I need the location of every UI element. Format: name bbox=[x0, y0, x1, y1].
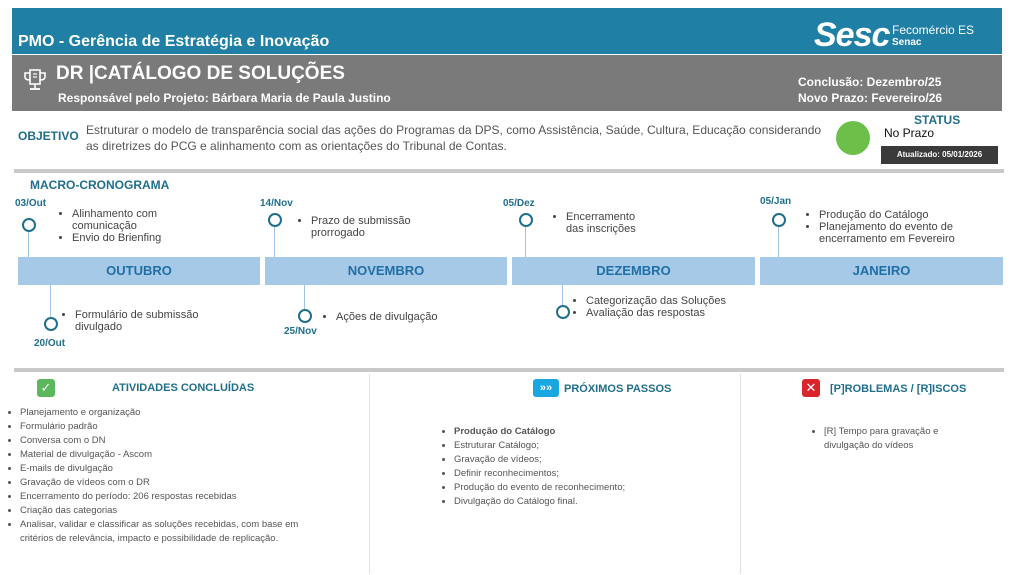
event-items bbox=[324, 311, 464, 323]
timeline-connector bbox=[304, 285, 305, 309]
next-title: PRÓXIMOS PASSOS bbox=[564, 383, 672, 395]
updated-badge: Atualizado: 05/01/2026 bbox=[881, 146, 998, 164]
risks-title: [P]ROBLEMAS / [R]ISCOS bbox=[830, 383, 967, 395]
month-bar-novembro: NOVEMBRO bbox=[265, 257, 507, 285]
list-item: • Formulário padrão bbox=[20, 420, 308, 434]
project-new-deadline: Novo Prazo: Fevereiro/26 bbox=[798, 91, 943, 105]
status-label: STATUS bbox=[914, 113, 961, 127]
list-item: • E-mails de divulgação bbox=[20, 462, 308, 476]
event-item: • Encerramento das inscrições bbox=[566, 211, 654, 235]
column-separator bbox=[369, 374, 370, 574]
column-separator bbox=[740, 374, 741, 574]
event-items bbox=[554, 211, 654, 235]
event-date: 05/Dez bbox=[503, 198, 535, 209]
event-item: • Avaliação das respostas bbox=[586, 307, 734, 319]
timeline-connector bbox=[778, 227, 779, 257]
timeline-connector bbox=[274, 227, 275, 257]
project-conclusion: Conclusão: Dezembro/25 bbox=[798, 75, 942, 89]
objective-label: OBJETIVO bbox=[18, 129, 79, 143]
month-bar-dezembro: DEZEMBRO bbox=[512, 257, 755, 285]
timeline-connector bbox=[50, 285, 51, 317]
double-chevron-icon: »» bbox=[533, 379, 559, 397]
list-item: • Encerramento do período: 206 respostas recebidas bbox=[20, 490, 308, 504]
month-bar-janeiro: JANEIRO bbox=[760, 257, 1003, 285]
event-date: 25/Nov bbox=[284, 326, 317, 337]
timeline-connector bbox=[562, 285, 563, 305]
list-item: • Gravação de vídeos; bbox=[454, 453, 732, 467]
milestone-marker bbox=[772, 213, 786, 227]
list-item: • [R] Tempo para gravação e divulgação do vídeos bbox=[824, 425, 982, 453]
event-item: • Envio do Brienfing bbox=[72, 232, 220, 244]
month-bar-outubro: OUTUBRO bbox=[18, 257, 260, 285]
milestone-marker bbox=[268, 213, 282, 227]
event-item: • Alinhamento com comunicação bbox=[72, 208, 220, 232]
timeline-connector bbox=[525, 227, 526, 257]
section-divider bbox=[14, 368, 1004, 372]
x-icon: ✕ bbox=[802, 379, 820, 397]
milestone-marker bbox=[519, 213, 533, 227]
sesc-logo: Sesc bbox=[814, 16, 890, 54]
timeline-connector bbox=[28, 232, 29, 257]
pmo-title: PMO - Gerência de Estratégia e Inovação bbox=[18, 33, 330, 50]
milestone-marker bbox=[44, 317, 58, 331]
list-item: • Produção do Catálogo bbox=[454, 425, 732, 439]
event-items bbox=[574, 295, 734, 319]
milestone-marker bbox=[556, 305, 570, 319]
risks-list bbox=[812, 425, 982, 453]
objective-text: Estruturar o modelo de transparência social das ações do Programas da DPS, como Assistência, Saúde, Cultura, Educação considerando as diretrizes do PCG e alinhamento com as orientações do Tribunal de Contas. bbox=[86, 123, 822, 153]
list-item: • Planejamento e organização bbox=[20, 406, 308, 420]
event-items bbox=[63, 309, 213, 333]
list-item: • Conversa com o DN bbox=[20, 434, 308, 448]
project-header bbox=[12, 55, 1002, 111]
project-responsible: Responsável pelo Projeto: Bárbara Maria de Paula Justino bbox=[58, 91, 391, 105]
event-item: • Ações de divulgação bbox=[336, 311, 464, 323]
list-item: • Divulgação do Catálogo final. bbox=[454, 495, 732, 509]
list-item: • Produção do evento de reconhecimento; bbox=[454, 481, 732, 495]
list-item: • Analisar, validar e classificar as soluções recebidas, com base em critérios de relevância, impacto e possibilidade de replicação. bbox=[20, 518, 308, 546]
event-date: 05/Jan bbox=[760, 196, 792, 207]
status-indicator bbox=[836, 121, 870, 155]
event-items bbox=[60, 208, 220, 244]
trophy-document-icon bbox=[22, 67, 48, 93]
section-divider bbox=[14, 169, 1004, 173]
next-list bbox=[442, 425, 732, 509]
project-title: DR |CATÁLOGO DE SOLUÇÕES bbox=[56, 63, 345, 84]
event-date: 03/Out bbox=[15, 198, 47, 209]
event-date: 20/Out bbox=[34, 338, 66, 349]
milestone-marker bbox=[298, 309, 312, 323]
event-item: • Produção do Catálogo bbox=[819, 209, 987, 221]
done-title: ATIVIDADES CONCLUÍDAS bbox=[112, 382, 255, 394]
list-item: • Estruturar Catálogo; bbox=[454, 439, 732, 453]
event-items bbox=[807, 209, 987, 245]
status-value: No Prazo bbox=[884, 126, 935, 140]
list-item: • Material de divulgação - Ascom bbox=[20, 448, 308, 462]
senac-logo-text: Senac bbox=[892, 37, 922, 48]
done-list bbox=[8, 406, 308, 546]
milestone-marker bbox=[22, 218, 36, 232]
event-date: 14/Nov bbox=[260, 198, 293, 209]
event-item: • Prazo de submissão prorrogado bbox=[311, 215, 439, 239]
event-item: • Formulário de submissão divulgado bbox=[75, 309, 213, 333]
list-item: • Gravação de vídeos com o DR bbox=[20, 476, 308, 490]
event-item: • Planejamento do evento de encerramento em Fevereiro bbox=[819, 221, 987, 245]
macro-title: MACRO-CRONOGRAMA bbox=[30, 178, 170, 192]
list-item: • Definir reconhecimentos; bbox=[454, 467, 732, 481]
fecomercio-logo-text: Fecomércio ES bbox=[892, 23, 975, 37]
list-item: • Criação das categorias bbox=[20, 504, 308, 518]
check-icon: ✓ bbox=[37, 379, 55, 397]
event-items bbox=[299, 215, 439, 239]
event-item: • Categorização das Soluções bbox=[586, 295, 734, 307]
top-banner bbox=[12, 8, 1002, 54]
